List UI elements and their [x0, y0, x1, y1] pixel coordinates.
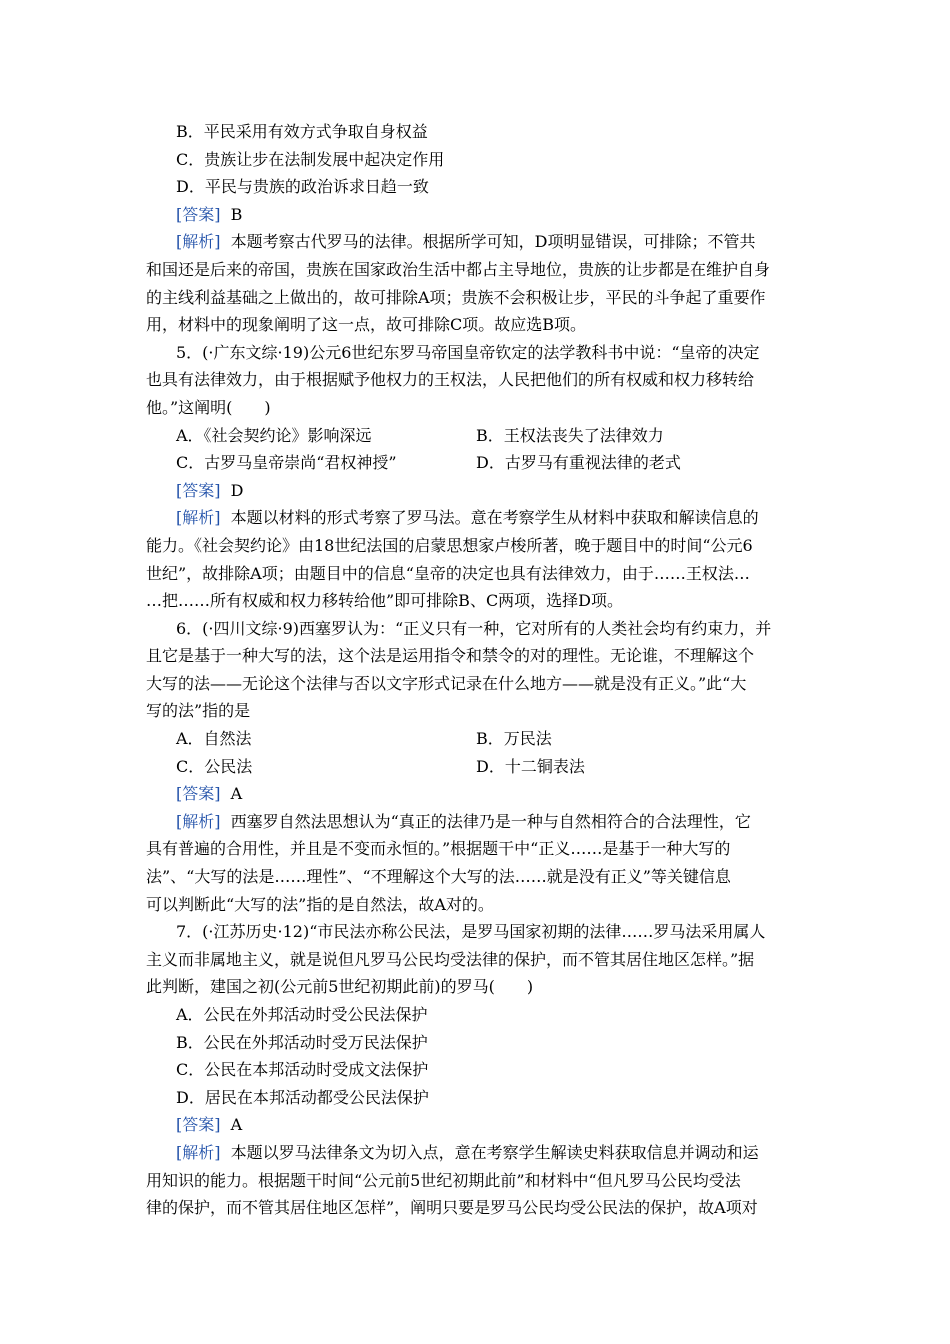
analysis-line: 世纪”，故排除A项；由题目中的信息“皇帝的决定也具有法律效力，由于……王权法… [146, 563, 750, 583]
analysis-line: 和国还是后来的帝国，贵族在国家政治生活中都占主导地位，贵族的让步都是在维护自身 [146, 259, 771, 279]
option-row [146, 725, 810, 753]
question-stem-line: 6．(·四川文综·9)西塞罗认为：“正义只有一种，它对所有的人类社会均有约束力，并 [176, 618, 772, 638]
analysis-text: 本题以材料的形式考察了罗马法。意在考察学生从材料中获取和解读信息的 [230, 508, 759, 528]
analysis-tag: [解析] [176, 508, 221, 528]
question-stem-line: 此判断，建国之初(公元前5世纪初期此前)的罗马( ) [146, 977, 534, 997]
question-stem-line: 大写的法——无论这个法律与否以文字形式记录在什么地方——就是没有正义。”此“大 [146, 673, 747, 693]
option-b: B．万民法 [476, 729, 552, 749]
question-stem-line: 5．(·广东文综·19)公元6世纪东罗马帝国皇帝钦定的法学教科书中说：“皇帝的决定 [176, 342, 760, 362]
option-c: C．公民法 [176, 756, 253, 776]
analysis-tag: [解析] [176, 1142, 221, 1162]
answer-line [146, 201, 810, 229]
analysis-text: 西塞罗自然法思想认为“真正的法律乃是一种与自然相符合的合法理性，它 [230, 811, 751, 831]
question-stem-line: 主义而非属地主义，就是说但凡罗马公民均受法律的保护，而不管其居住地区怎样。”据 [146, 949, 755, 969]
answer-value: D [230, 480, 244, 500]
analysis-line: 律的保护，而不管其居住地区怎样”，阐明只要是罗马公民均受公民法的保护，故A项对 [146, 1198, 758, 1218]
option-line: B．平民采用有效方式争取自身权益 [176, 122, 428, 141]
analysis-text: 本题以罗马法律条文为切入点，意在考察学生解读史料获取信息并调动和运 [230, 1142, 759, 1162]
option-line: D．居民在本邦活动都受公民法保护 [176, 1087, 429, 1107]
analysis-line [146, 228, 810, 256]
analysis-line [146, 808, 810, 836]
option-row [146, 753, 810, 781]
analysis-line: 的主线利益基础之上做出的，故可排除A项；贵族不会积极让步，平民的斗争起了重要作 [146, 287, 766, 307]
analysis-line: 用知识的能力。根据题干时间“公元前5世纪初期此前”和材料中“但凡罗马公民均受法 [146, 1170, 741, 1190]
question-stem-line: 也具有法律效力，由于根据赋予他权力的王权法，人民把他们的所有权威和权力移转给 [146, 370, 755, 390]
option-a: A．《社会契约论》影响深远 [176, 425, 372, 445]
option-line: D．平民与贵族的政治诉求日趋一致 [176, 177, 429, 197]
analysis-tag: [解析] [176, 232, 221, 252]
option-d: D．十二铜表法 [476, 756, 585, 776]
option-row [146, 422, 810, 450]
analysis-line [146, 504, 810, 532]
option-row [146, 449, 810, 477]
answer-value: B [230, 204, 243, 224]
option-line: C．公民在本邦活动时受成文法保护 [176, 1060, 429, 1080]
answer-line [146, 477, 810, 505]
analysis-line: 法”、“大写的法是……理性”、“不理解这个大写的法……就是没有正义”等关键信息 [146, 867, 731, 887]
option-line: B．公民在外邦活动时受万民法保护 [176, 1032, 428, 1052]
answer-line [146, 1111, 810, 1139]
option-b: B．王权法丧失了法律效力 [476, 425, 664, 445]
analysis-line: 可以判断此“大写的法”指的是自然法，故A对的。 [146, 894, 494, 914]
analysis-line: 能力。《社会契约论》由18世纪法国的启蒙思想家卢梭所著，晚于题目中的时间“公元6 [146, 535, 753, 555]
analysis-line: …把……所有权威和权力移转给他”即可排除B、C两项，选择D项。 [146, 591, 624, 611]
analysis-line: 用，材料中的现象阐明了这一点，故可排除C项。故应选B项。 [146, 315, 587, 335]
answer-tag: [答案] [176, 204, 221, 224]
option-line: C．贵族让步在法制发展中起决定作用 [176, 149, 445, 169]
answer-value: A [230, 784, 243, 804]
option-d: D．古罗马有重视法律的老式 [476, 453, 681, 473]
analysis-tag: [解析] [176, 811, 221, 831]
option-line: A．公民在外邦活动时受公民法保护 [176, 1005, 428, 1024]
answer-value: A [230, 1115, 243, 1135]
question-stem-line: 7．(·江苏历史·12)“市民法亦称公民法，是罗马国家初期的法律……罗马法采用属人 [176, 922, 766, 942]
answer-tag: [答案] [176, 1115, 221, 1135]
answer-line [146, 780, 810, 808]
answer-tag: [答案] [176, 784, 221, 804]
option-a: A．自然法 [176, 729, 252, 749]
option-c: C．古罗马皇帝崇尚“君权神授” [176, 453, 397, 473]
question-stem-line: 他。”这阐明( ) [146, 397, 271, 417]
answer-tag: [答案] [176, 480, 221, 500]
question-stem-line: 且它是基于一种大写的法，这个法是运用指令和禁令的对的理性。无论谁，不理解这个 [146, 646, 755, 666]
analysis-line [146, 1139, 810, 1167]
analysis-text: 本题考察古代罗马的法律。根据所学可知，D项明显错误，可排除；不管共 [230, 232, 756, 252]
question-stem-line: 写的法”指的是 [146, 701, 251, 721]
analysis-line: 具有普遍的合用性，并且是不变而永恒的。”根据题干中“正义……是基于一种大写的 [146, 839, 731, 859]
